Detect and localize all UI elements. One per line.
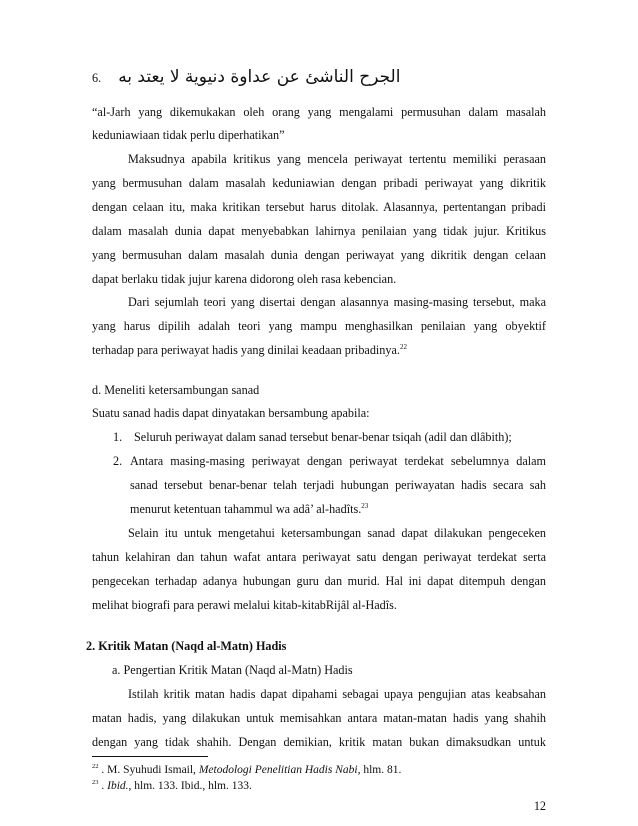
para1-line-4: dalam masalah dunia dapat menyebabkan lahirnya penilaian yang tidak jujur. Kritikus bbox=[92, 224, 546, 238]
para1-line-2: yang bermusuhan dalam masalah keduniawian dengan pribadi periwayat yang dikritik bbox=[92, 176, 546, 190]
section-2-heading: 2. Kritik Matan (Naqd al-Matn) Hadis bbox=[86, 639, 287, 653]
item-6-arabic: الجرح الناشئ عن عداوة دنيوية لا يعتد به bbox=[118, 67, 401, 87]
para1-line-1: Maksudnya apabila kritikus yang mencela periwayat tertentu memiliki perasaan bbox=[128, 152, 546, 166]
section-2-line-2: matan hadis, yang dilakukan untuk memisahkan antara matan-matan hadis yang shahih bbox=[92, 711, 546, 725]
para2-line-3 bbox=[92, 342, 546, 358]
section-d-intro: Suatu sanad hadis dapat dinyatakan bersambung apabila: bbox=[92, 406, 370, 420]
para3-line-4: melihat biografi para perawi melalui kitab-kitabRijâl al-Hadîs. bbox=[92, 598, 397, 612]
para3-line-3: pengecekan terhadap adanya hubungan guru dan murid. Hal ini dapat ditempuh dengan bbox=[92, 574, 546, 588]
footnote-22-number: 22 bbox=[92, 763, 99, 771]
para1-line-5: yang bermusuhan dalam masalah dunia dengan periwayat yang dikritik dengan celaan bbox=[92, 248, 546, 262]
para2-line-2: yang harus dipilih adalah teori yang mampu menghasilkan penilaian yang obyektif bbox=[92, 319, 546, 333]
para1-line-3: dengan celaan itu, maka kritikan tersebut harus ditolak. Alasannya, pertentangan pribadi bbox=[92, 200, 546, 214]
footnote-separator bbox=[92, 756, 208, 757]
footnote-ref-22[interactable]: 22 bbox=[399, 342, 407, 351]
list-item-1-number: 1. bbox=[113, 430, 123, 444]
footnote-22 bbox=[92, 762, 546, 778]
section-2a-subheading: a. Pengertian Kritik Matan (Naqd al-Matn) Hadis bbox=[112, 663, 353, 677]
list-item-2-line-3-text: menurut ketentuan tahammul wa adâ’ al-hadîts. bbox=[130, 502, 362, 516]
para3-line-2: tahun kelahiran dan tahun wafat antara periwayat satu dengan periwayat terdekat serta bbox=[92, 550, 546, 564]
para1-line-6: dapat berlaku tidak jujur karena didorong oleh rasa kebencian. bbox=[92, 272, 397, 286]
list-item-2-number: 2. bbox=[113, 454, 123, 468]
para2-line-3-text: terhadap para periwayat hadis yang dinilai keadaan pribadinya. bbox=[92, 343, 400, 357]
footnote-ref-23[interactable]: 23 bbox=[361, 501, 369, 510]
footnote-23-title: Ibid. bbox=[107, 780, 129, 792]
footnote-22-post: , hlm. 81. bbox=[357, 764, 402, 776]
list-item-2-line-3 bbox=[130, 501, 546, 517]
section-2-line-3: dengan yang tidak shahih. Dengan demikian, kritik matan bukan dimaksudkan untuk bbox=[92, 735, 546, 749]
item-6-heading bbox=[92, 66, 546, 89]
footnote-23-number: 23 bbox=[92, 779, 99, 787]
item-6-number: 6. bbox=[92, 71, 102, 85]
list-item-2-line-1: Antara masing-masing periwayat dengan periwayat terdekat sebelumnya dalam bbox=[130, 454, 546, 468]
quote-line-1: “al-Jarh yang dikemukakan oleh orang yang mengalami permusuhan dalam masalah bbox=[92, 105, 546, 119]
page-number: 12 bbox=[533, 799, 546, 813]
footnote-22-pre: . M. Syuhudi Ismail, bbox=[98, 764, 199, 776]
para2-line-1: Dari sejumlah teori yang disertai dengan alasannya masing-masing tersebut, maka bbox=[128, 295, 546, 309]
list-item-2-line-2: sanad tersebut benar-benar telah terjadi hubungan periwayatan hadis secara sah bbox=[130, 478, 546, 492]
para3-line-1: Selain itu untuk mengetahui ketersambungan sanad dapat dilakukan pengeceken bbox=[128, 526, 546, 540]
footnote-23-pre: . bbox=[98, 780, 108, 792]
footnote-23 bbox=[92, 778, 546, 794]
footnote-22-title: Metodologi Penelitian Hadis Nabi bbox=[198, 764, 358, 776]
quote-line-2: keduniawiaan tidak perlu diperhatikan” bbox=[92, 128, 285, 142]
section-d-heading: d. Meneliti ketersambungan sanad bbox=[92, 383, 260, 397]
section-2-line-1: Istilah kritik matan hadis dapat dipahami sebagai upaya pengujian atas keabsahan bbox=[128, 687, 546, 701]
footnote-23-post: , hlm. 133. Ibid., hlm. 133. bbox=[128, 780, 252, 792]
list-item-1-text: Seluruh periwayat dalam sanad tersebut benar-benar tsiqah (adil dan dlâbith); bbox=[134, 430, 512, 444]
